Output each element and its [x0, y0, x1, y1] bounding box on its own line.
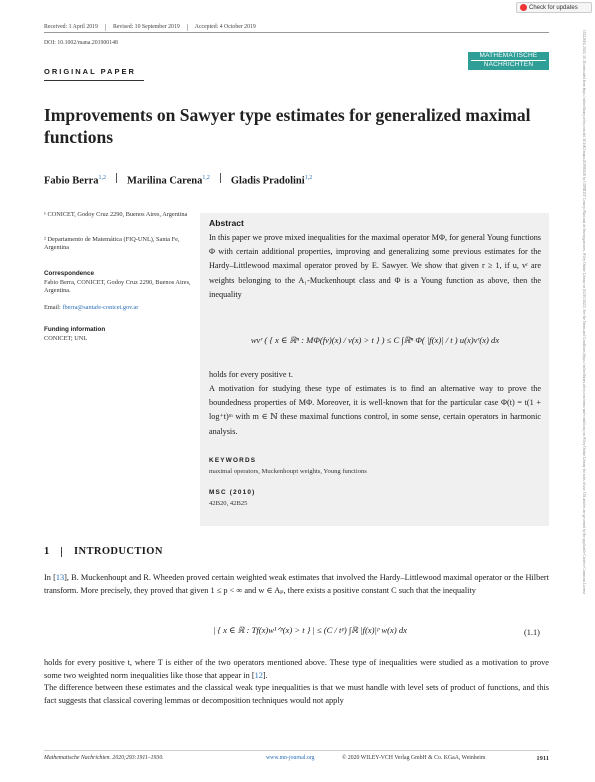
paper-type-rule: [44, 80, 144, 81]
journal-logo[interactable]: [468, 52, 549, 70]
keywords: maximal operators, Muckenhoupt weights, Young functions: [209, 468, 367, 475]
email-link[interactable]: fberra@santafe-conicet.gov.ar: [62, 304, 139, 311]
citation-12[interactable]: 12: [254, 670, 263, 680]
footer-citation: Mathematische Nachrichten. 2020;293:1911–1930.: [44, 755, 164, 761]
abstract-paragraph-3: A motivation for studying these type of estimates is to find an alternative way to prove the boundedness properties of MΦ. Moreover, it is well-known that for the particular case Φ(t) = t(1 + log⁺t)ᵐ with m ∈ ℕ these maximal functions control, in some sense, certain operators in harmonic analysis.: [209, 384, 541, 436]
section-title: INTRODUCTION: [74, 546, 163, 557]
section-separator: [61, 547, 62, 557]
logo-line2: NACHRICHTEN: [483, 60, 534, 68]
abstract-paragraph-2: holds for every positive t.: [209, 370, 293, 379]
revised-date: Revised: 10 September 2019: [112, 24, 180, 30]
msc-codes: 42B20, 42B25: [209, 500, 248, 507]
equation-1-1: | { x ∈ ℝ : Tf(x)w¹ᐟᵖ(x) > t } | ≤ (C / tᵖ) ∫ℝ |f(x)|ᵖ w(x) dx: [213, 625, 407, 635]
author-2[interactable]: Marilina Carena$^{1,2}$: [127, 174, 210, 186]
author-list: [44, 173, 312, 186]
accepted-date: Accepted: 4 October 2019: [194, 24, 256, 30]
affiliation-2: ² Departamento de Matemática (FIQ-UNL), Santa Fe, Argentina: [44, 236, 180, 252]
abstract-heading: Abstract: [209, 218, 244, 228]
paper-title: Improvements on Sawyer type estimates for generalized maximal functions: [44, 105, 531, 147]
check-for-updates-button[interactable]: [516, 2, 592, 13]
header-rule: [44, 32, 549, 33]
paper-type: ORIGINAL PAPER: [44, 67, 136, 76]
email-line: Email: fberra@santafe-conicet.gov.ar: [44, 304, 139, 311]
page-number: 1911: [536, 755, 549, 762]
equation-number: (1.1): [524, 628, 540, 637]
article-dates: [44, 24, 256, 31]
download-side-note: 15222616, 2020, 10, Downloaded from https://onlinelibrary.wiley.com/doi/10.1002/mana.201900148 by CONICET Consejo Nacional de Investigaciones, Wiley Online Library on [04/10/2022]. See the Terms and Conditions (https://onlinelibrary.wiley.com/terms-and-conditions) on Wiley Online Library for rules of use; OA articles are governed by the applicable Creative Commons License: [582, 30, 586, 595]
update-icon: [520, 4, 527, 11]
msc-heading: MSC (2010): [209, 489, 256, 496]
logo-line1: MATHEMATISCHE: [479, 52, 538, 59]
footer-url[interactable]: www.mn-journal.org: [266, 755, 315, 761]
author-1[interactable]: Fabio Berra$^{1,2}$: [44, 174, 107, 186]
affiliation-1: ¹ CONICET, Godoy Cruz 2290, Buenos Aires, Argentina: [44, 211, 188, 218]
check-updates-label: Check for updates: [529, 4, 578, 11]
author-3[interactable]: Gladis Pradolini$^{1,2}$: [230, 174, 313, 186]
intro-paragraph-3: The difference between these estimates and the classical weak type inequalities is that we must handle with level sets of product of functions, and this fact suggests that classical covering lemmas or decomposition techniques would not apply: [44, 683, 549, 705]
doi[interactable]: DOI: 10.1002/mana.201900148: [44, 40, 118, 46]
section-number: 1: [44, 546, 50, 557]
correspondence-heading: Correspondence: [44, 270, 95, 277]
intro-paragraph-2: holds for every positive t, where T is either of the two operators mentioned above. These type of inequalities were studied as a motivation to prove some two weighted norm inequalities like those that appear in [12].: [44, 658, 549, 680]
citation-13[interactable]: 13: [55, 573, 65, 582]
footer-rule: [44, 750, 549, 751]
correspondence-text: Fabio Berra, CONICET, Godoy Cruz 2290, Buenos Aires, Argentina.: [44, 279, 191, 295]
keywords-heading: KEYWORDS: [209, 457, 257, 464]
intro-paragraph-1: In [13], B. Muckenhoupt and R. Wheeden proved certain weighted weak estimates that involved the Hardy–Littlewood maximal operator or the Hilbert transform. More precisely, they proved that given 1 ≤ p < ∞ and w ∈ Aₚ, there exists a positive constant C such that the inequality: [44, 573, 550, 595]
funding-text: CONICET; UNL: [44, 335, 88, 342]
funding-heading: Funding information: [44, 326, 106, 333]
abstract-paragraph-1: In this paper we prove mixed inequalities for the maximal operator MΦ, for general Young functions Φ with certain additional properties, improving and generalizing some previous estimates for the Hardy–Littlewood maximal operator proved by E. Sawyer. We show that given r ≥ 1, if u, vʳ are weights belonging to the A₁-Muckenhoupt class and Φ is a Young function as above, then the inequality: [209, 233, 541, 299]
received-date: Received: 1 April 2019: [44, 24, 98, 30]
abstract-formula: wvʳ ( { x ∈ ℝⁿ : MΦ(fv)(x) / v(x) > t } ) ≤ C ∫ℝⁿ Φ( |f(x)| / t ) u(x)vʳ(x) dx: [250, 335, 500, 345]
footer-copyright: © 2020 WILEY-VCH Verlag GmbH & Co. KGaA, Weinheim: [342, 755, 486, 761]
